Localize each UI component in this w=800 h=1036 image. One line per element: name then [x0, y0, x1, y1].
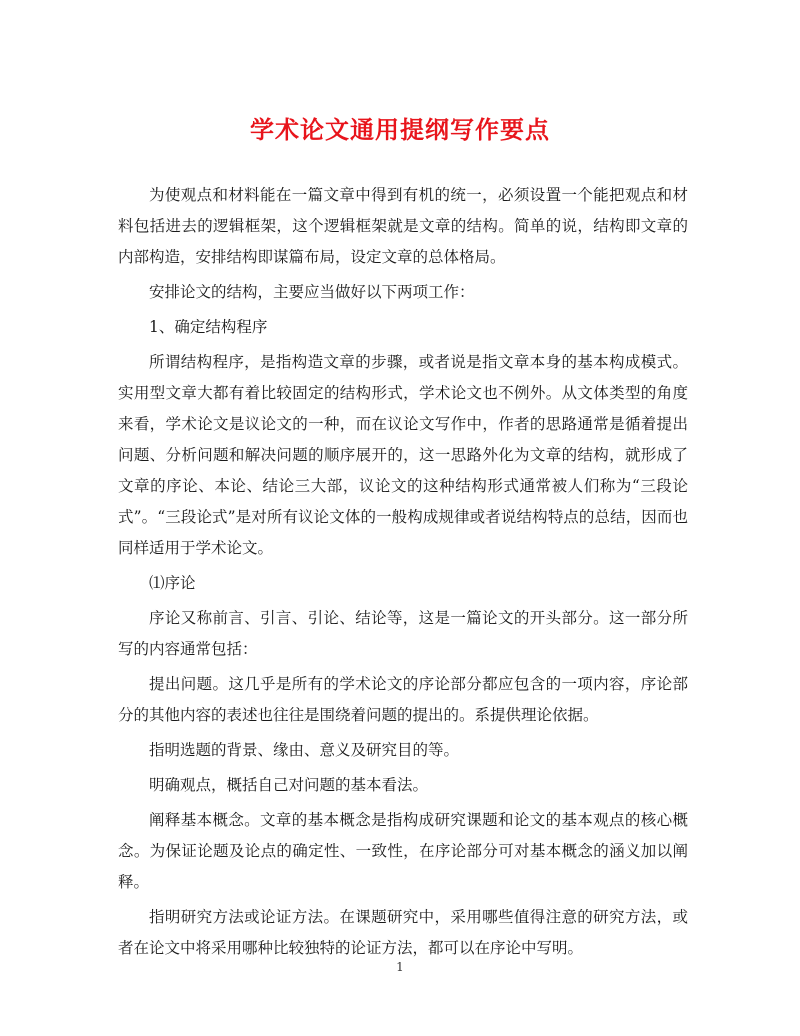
paragraph: 提出问题。这几乎是所有的学术论文的序论部分都应包含的一项内容，序论部分的其他内容的表述也往往是围绕着问题的提出的。系提供理论依据。 — [118, 675, 688, 724]
paragraph: 序论又称前言、引言、引论、结论等，这是一篇论文的开头部分。这一部分所写的内容通常包括： — [118, 609, 688, 658]
paragraph: 阐释基本概念。文章的基本概念是指构成研究课题和论文的基本观点的核心概念。为保证论题及论点的确定性、一致性，在序论部分可对基本概念的涵义加以阐释。 — [118, 811, 688, 891]
paragraph: 指明选题的背景、缘由、意义及研究目的等。 — [149, 741, 460, 759]
paragraph: 为使观点和材料能在一篇文章中得到有机的统一，必须设置一个能把观点和材料包括进去的逻辑框架，这个逻辑框架就是文章的结构。简单的说，结构即文章的内部构造，安排结构即谋篇布局，设定文章的总体格局。 — [118, 186, 688, 266]
document-body — [118, 180, 688, 968]
paragraph: 指明研究方法或论证方法。在课题研究中，采用哪些值得注意的研究方法，或者在论文中将采用哪种比较独特的论证方法，都可以在序论中写明。 — [118, 908, 688, 957]
paragraph: 明确观点，概括自己对问题的基本看法。 — [149, 776, 429, 794]
section-heading: 1、确定结构程序 — [149, 318, 268, 336]
page-number: 1 — [396, 960, 404, 974]
subsection-heading: ⑴序论 — [149, 574, 196, 592]
document-title: 学术论文通用提纲写作要点 — [250, 115, 550, 144]
paragraph: 所谓结构程序，是指构造文章的步骤，或者说是指文章本身的基本构成模式。实用型文章大都有着比较固定的结构形式，学术论文也不例外。从文体类型的角度来看，学术论文是议论文的一种，而在议论文写作中，作者的思路通常是循着提出问题、分析问题和解决问题的顺序展开的，这一思路外化为文章的结构，就形成了文章的序论、本论、结论三大部，议论文的这种结构形式通常被人们称为“三段论式”。“三段论式”是对所有议论文体的一般构成规律或者说结构特点的总结，因而也同样适用于学术论文。 — [118, 353, 688, 557]
paragraph: 安排论文的结构，主要应当做好以下两项工作： — [149, 283, 475, 301]
